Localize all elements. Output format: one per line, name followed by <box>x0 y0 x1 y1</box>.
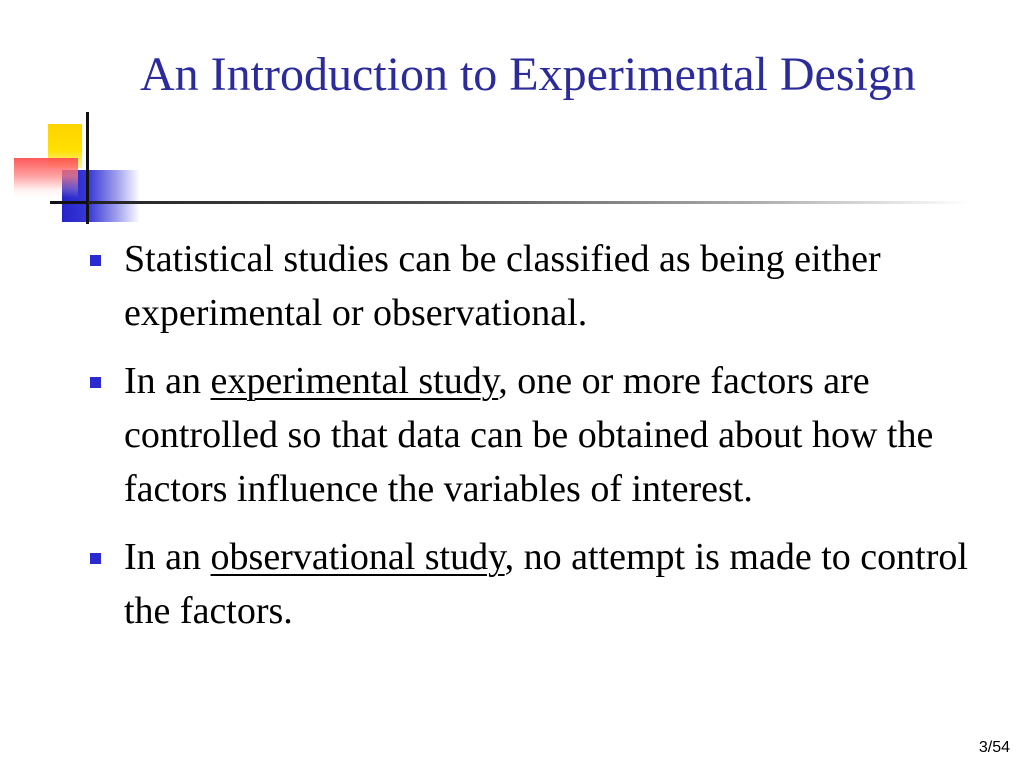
square-bullet-icon <box>90 377 101 388</box>
logo-red-square <box>14 158 78 198</box>
square-bullet-icon <box>90 255 101 266</box>
bullet-item-classification <box>88 232 968 340</box>
bullet-text: In an <box>124 360 211 402</box>
bullet-term-experimental-study: experimental study <box>210 360 499 402</box>
bullet-text-after: , no attempt is made to control the factors. <box>124 536 968 632</box>
slide-title: An Introduction to Experimental Design <box>140 48 916 101</box>
bullet-item-observational-study <box>88 530 968 638</box>
bullet-text-after: , one or more factors are controlled so that data can be obtained about how the factors influence the variables of interest. <box>124 360 934 510</box>
square-bullet-icon <box>90 553 101 564</box>
page-number: 3/54 <box>978 739 1010 756</box>
logo-vertical-line <box>86 112 89 224</box>
bullet-term-observational-study: observational study <box>210 536 505 578</box>
bullet-text: Statistical studies can be classified as being either experimental or observational. <box>124 238 881 334</box>
bullet-text: In an <box>124 536 211 578</box>
bullet-list <box>88 232 968 652</box>
bullet-item-experimental-study <box>88 354 968 516</box>
title-divider <box>88 201 968 204</box>
